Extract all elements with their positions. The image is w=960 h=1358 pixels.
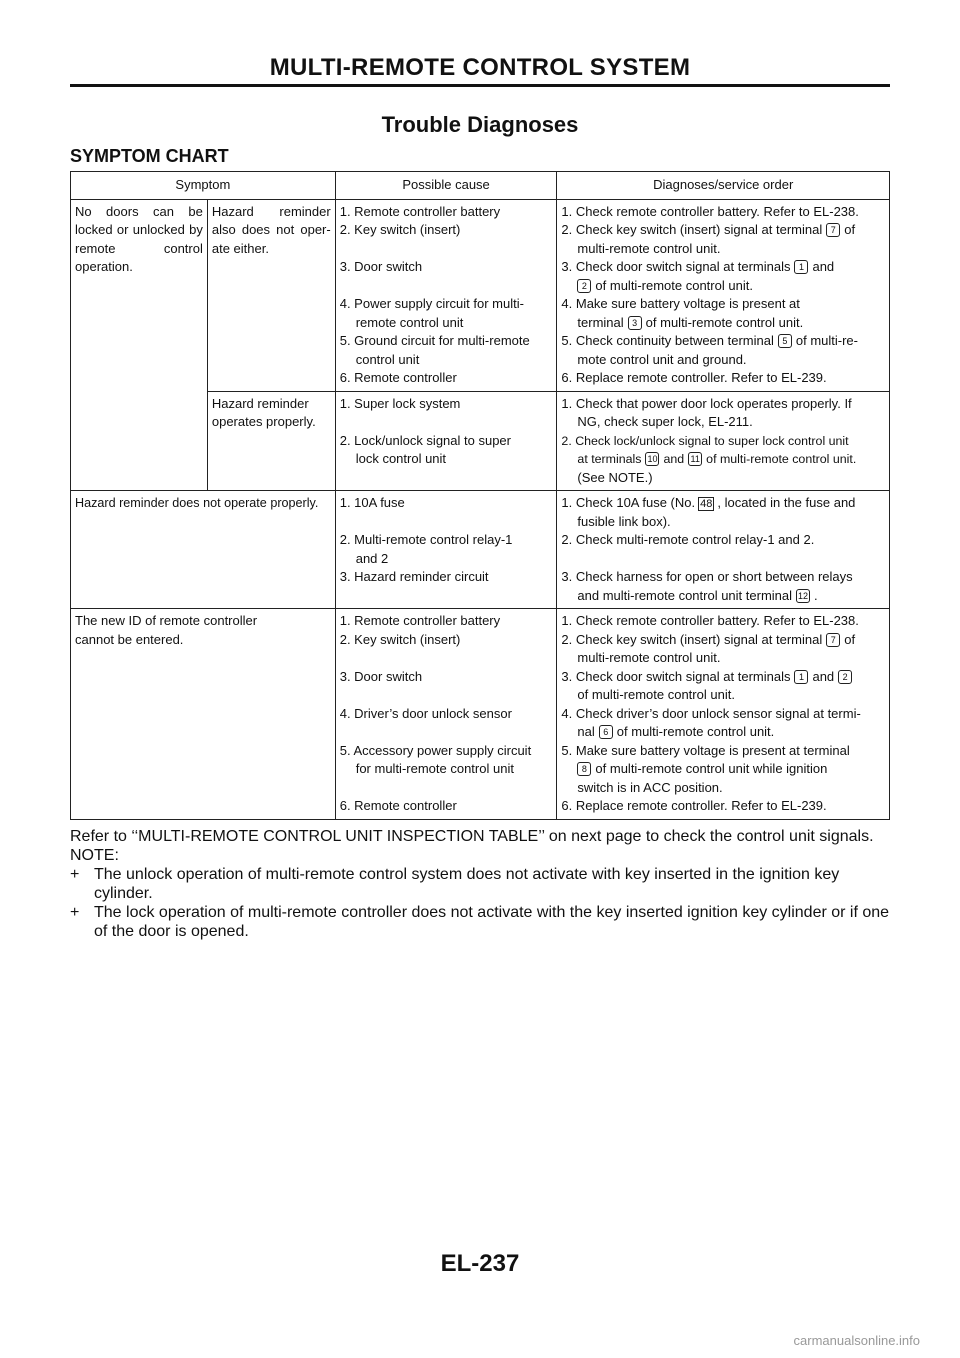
cause-item: 5. Accessory power supply circuit xyxy=(339,742,532,758)
terminal-7-icon: 7 xyxy=(826,633,840,647)
cause-item: 2. Key switch (insert) xyxy=(339,631,461,647)
cause-item: 1. 10A fuse xyxy=(339,495,405,510)
diag-item: 1. Check 10A fuse (No. 48 , located in the fuse and xyxy=(561,495,856,510)
cause-item-cont: for multi-remote control unit xyxy=(355,761,514,776)
diag-item: 3. Check door switch signal at terminals 1 and xyxy=(561,259,835,274)
terminal-2-icon: 2 xyxy=(577,279,591,293)
terminal-11-icon: 11 xyxy=(688,452,702,466)
header-symptom: Symptom xyxy=(71,172,336,200)
bullet-icon: + xyxy=(70,904,80,921)
diag-item-cont: mote control unit and ground. xyxy=(577,351,747,367)
diag-item-cont: nal 6 of multi-remote control unit. xyxy=(577,724,775,739)
causes-cell xyxy=(335,391,557,491)
diag-item-cont: terminal 3 of multi-remote control unit. xyxy=(577,314,804,330)
section-heading: SYMPTOM CHART xyxy=(70,146,229,166)
header-possible-cause: Possible cause xyxy=(335,172,557,200)
table-row xyxy=(71,491,890,609)
diag-item: 1. Check remote controller battery. Refer to EL-238. xyxy=(561,203,859,219)
diag-item-cont: switch is in ACC position. xyxy=(577,779,723,795)
cause-item-cont: lock control unit xyxy=(355,451,447,466)
note-item xyxy=(70,865,890,903)
cause-item: 1. Super lock system xyxy=(339,395,461,411)
diag-item-cont: NG, check super lock, EL-211. xyxy=(577,414,753,429)
diag-item-cont: (See NOTE.) xyxy=(577,469,653,485)
symptom-hazard-not-operate: Hazard reminder does not operate properly. xyxy=(71,491,336,609)
cause-item: 6. Remote controller xyxy=(339,798,457,813)
terminal-1-icon: 1 xyxy=(794,260,808,274)
terminal-12-icon: 12 xyxy=(798,590,809,601)
diag-item: 1. Check that power door lock operates properly. If xyxy=(561,395,852,411)
notes-block xyxy=(70,827,890,941)
diag-item-cont: of multi-remote control unit. xyxy=(577,687,735,702)
diag-item: 4. Make sure battery voltage is present at xyxy=(561,296,800,311)
cause-item: 6. Remote controller xyxy=(339,370,457,385)
terminal-8-icon: 8 xyxy=(577,762,591,776)
diag-item-cont: and multi-remote control unit terminal 12 . xyxy=(577,587,818,603)
diag-item-cont: 2 of multi-remote control unit. xyxy=(561,277,885,296)
cause-item: 1. Remote controller battery xyxy=(339,203,501,219)
terminal-1-icon: 1 xyxy=(794,670,808,684)
cause-item: 4. Power supply circuit for multi- xyxy=(339,296,524,311)
notes-intro: Refer to ‘‘MULTI-REMOTE CONTROL UNIT INSPECTION TABLE’’ on next page to check the control unit signals. xyxy=(70,828,874,845)
diagnoses-cell xyxy=(557,491,890,609)
notes-label: NOTE: xyxy=(70,847,119,864)
diag-item: 1. Check remote controller battery. Refer to EL-238. xyxy=(561,613,859,628)
cause-item: 4. Driver’s door unlock sensor xyxy=(339,705,512,721)
causes-cell xyxy=(335,609,557,820)
diagnoses-cell xyxy=(557,199,890,391)
causes-cell xyxy=(335,199,557,391)
diag-item: 2. Check key switch (insert) signal at terminal 7 of xyxy=(561,631,856,647)
cause-item-cont: remote control unit xyxy=(355,314,464,330)
symptom-chart-table xyxy=(70,171,890,820)
cause-item: 3. Door switch xyxy=(339,259,423,274)
header-rule xyxy=(70,84,890,87)
diag-item-cont: fusible link box). xyxy=(577,513,671,529)
cause-item: 2. Lock/unlock signal to super xyxy=(339,432,511,448)
diag-item: 5. Check continuity between terminal 5 of multi-re- xyxy=(561,333,858,348)
cause-item: 3. Door switch xyxy=(339,668,423,684)
cause-item-cont: control unit xyxy=(355,351,420,367)
note-text: The unlock operation of multi-remote control system does not activate with key inserted in the ignition key cylinder. xyxy=(94,866,840,902)
cause-item: 3. Hazard reminder circuit xyxy=(339,569,489,584)
diag-item-cont: at terminals 10 and 11 of multi-remote control unit. xyxy=(577,452,857,466)
diag-item: 5. Make sure battery voltage is present at terminal xyxy=(561,742,850,758)
diag-item: 2. Check multi-remote control relay-1 and 2. xyxy=(561,532,815,547)
symptom-line: cannot be entered. xyxy=(75,631,184,647)
header-diagnoses: Diagnoses/service order xyxy=(557,172,890,200)
diag-item: 3. Check harness for open or short between relays xyxy=(561,569,853,584)
terminal-7-icon: 7 xyxy=(826,223,840,237)
diag-item: 2. Check key switch (insert) signal at terminal 7 of xyxy=(561,222,856,237)
sub-symptom-hazard-operates: Hazard reminder operates properly. xyxy=(207,391,335,491)
diag-item-cont: multi-remote control unit. xyxy=(577,650,721,665)
note-item xyxy=(70,903,890,941)
watermark: carmanualsonline.info xyxy=(793,1333,920,1348)
diag-item: 3. Check door switch signal at terminals 1 and 2 xyxy=(561,668,885,687)
diag-item-cont: 8 of multi-remote control unit while ignition xyxy=(561,760,885,779)
table-row xyxy=(71,609,890,820)
bullet-icon: + xyxy=(70,866,80,883)
diag-item: 6. Replace remote controller. Refer to EL-239. xyxy=(561,798,827,813)
cause-item-cont: and 2 xyxy=(355,550,389,566)
diag-item: 2. Check lock/unlock signal to super lock control unit xyxy=(561,433,849,448)
table-row xyxy=(71,199,890,391)
terminal-2-icon: 2 xyxy=(838,670,852,684)
diagnoses-cell xyxy=(557,391,890,491)
diagnoses-cell xyxy=(557,609,890,820)
sub-symptom-hazard-not-operate: Hazard reminder also does not oper-ate either. xyxy=(207,199,335,391)
page-number: EL-237 xyxy=(440,1250,520,1277)
cause-item: 1. Remote controller battery xyxy=(339,613,501,628)
cause-item: 2. Multi-remote control relay-1 xyxy=(339,532,513,547)
causes-cell xyxy=(335,491,557,609)
page-title: Trouble Diagnoses xyxy=(381,112,579,137)
note-text: The lock operation of multi-remote controller does not activate with the key inserted ignition key cylinder or if one of the door is opened. xyxy=(94,904,890,940)
terminal-5-icon: 5 xyxy=(778,334,792,348)
symptom-new-id xyxy=(71,609,336,820)
terminal-6-icon: 6 xyxy=(599,725,613,739)
fuse-number-icon: 48 xyxy=(700,498,713,510)
terminal-10-icon: 10 xyxy=(647,454,658,464)
symptom-no-doors: No doors can be locked or unlocked by remote control operation. xyxy=(71,199,208,491)
table-header-row xyxy=(71,172,890,200)
terminal-3-icon: 3 xyxy=(628,316,642,330)
page-header: MULTI-REMOTE CONTROL SYSTEM xyxy=(269,54,691,81)
cause-item: 2. Key switch (insert) xyxy=(339,222,461,237)
symptom-line: The new ID of remote controller xyxy=(75,613,258,628)
cause-item: 5. Ground circuit for multi-remote xyxy=(339,333,530,348)
diag-item: 4. Check driver’s door unlock sensor signal at termi- xyxy=(561,705,861,721)
diag-item: 6. Replace remote controller. Refer to EL-239. xyxy=(561,370,827,385)
diag-item-cont: multi-remote control unit. xyxy=(577,240,721,256)
